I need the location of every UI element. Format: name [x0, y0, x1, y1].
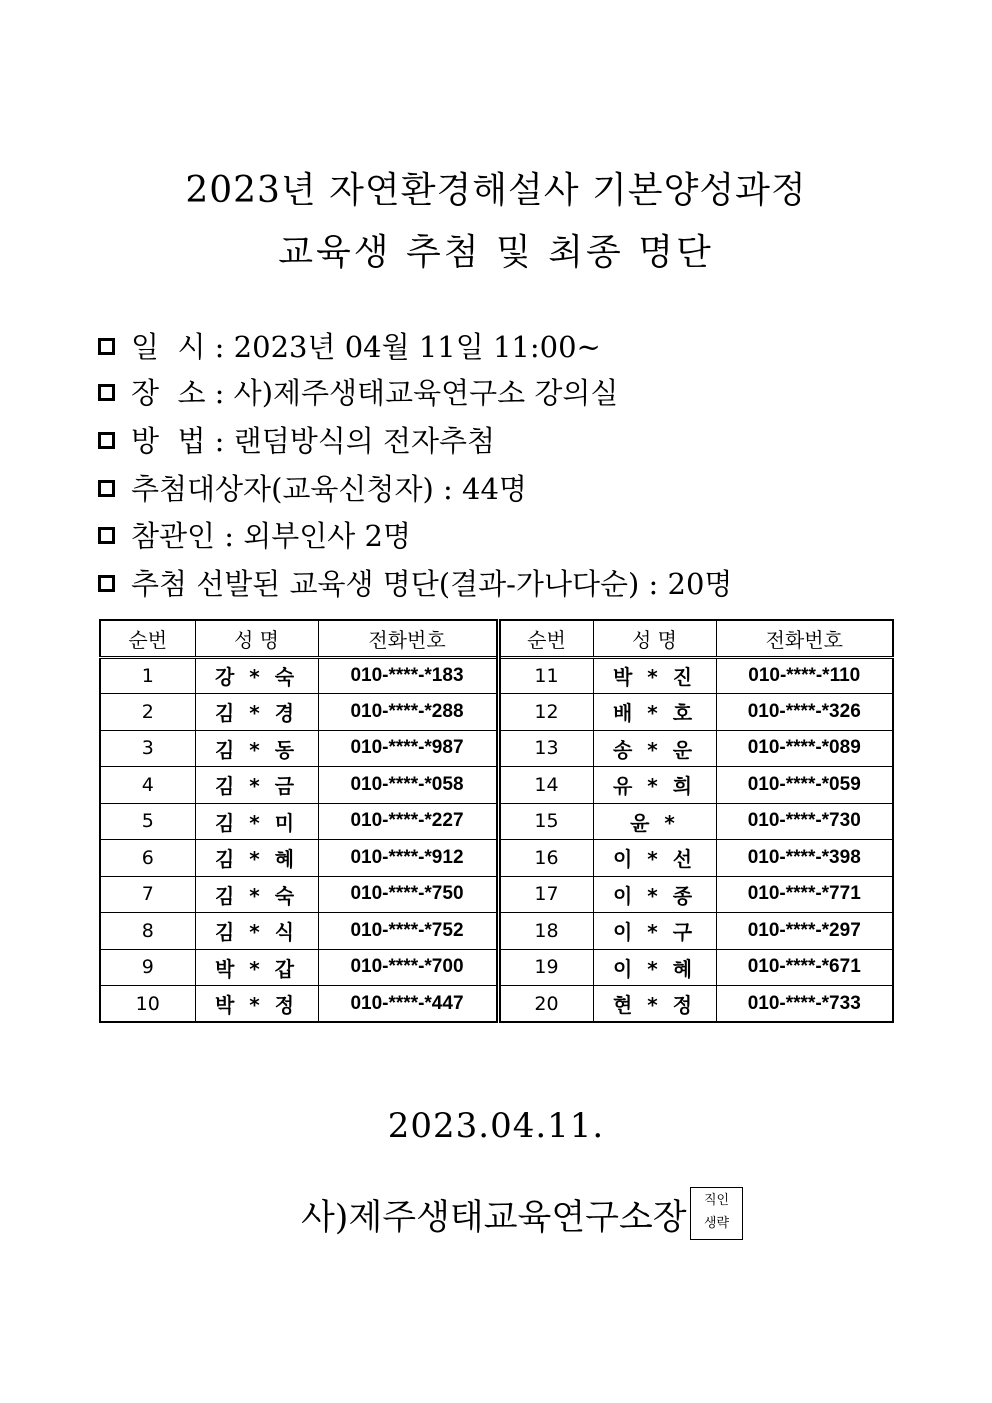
info-label: 일 시 [131, 330, 206, 364]
cell-phone: 010-****-*288 [318, 694, 498, 731]
cell-phone: 010-****-*752 [318, 913, 498, 950]
cell-number: 6 [100, 840, 195, 877]
info-value: : 20명 [639, 567, 733, 601]
cell-name: 이 * 혜 [593, 949, 716, 986]
cell-phone: 010-****-*183 [318, 657, 498, 694]
cell-number: 3 [100, 730, 195, 767]
checkbox-bullet-icon [98, 480, 115, 497]
cell-name: 김 * 식 [195, 913, 318, 950]
table-row [100, 730, 893, 767]
table-row [100, 986, 893, 1023]
roster-table [99, 619, 894, 1023]
checkbox-bullet-icon [98, 338, 115, 355]
checkbox-bullet-icon [98, 384, 115, 401]
cell-phone: 010-****-*671 [716, 949, 893, 986]
table-row [100, 949, 893, 986]
cell-name: 김 * 금 [195, 767, 318, 804]
cell-name: 현 * 정 [593, 986, 716, 1023]
header-phone: 전화번호 [318, 620, 498, 657]
cell-name: 배 * 호 [593, 694, 716, 731]
cell-phone: 010-****-*730 [716, 803, 893, 840]
info-line [98, 373, 618, 413]
cell-number: 12 [498, 694, 593, 731]
cell-phone: 010-****-*987 [318, 730, 498, 767]
table-row [100, 694, 893, 731]
cell-phone: 010-****-*398 [716, 840, 893, 877]
cell-name: 이 * 종 [593, 876, 716, 913]
cell-number: 1 [100, 657, 195, 694]
cell-name: 유 * 희 [593, 767, 716, 804]
cell-phone: 010-****-*059 [716, 767, 893, 804]
document-title-line2: 교육생 추첨 및 최종 명단 [278, 232, 714, 273]
cell-phone: 010-****-*750 [318, 876, 498, 913]
info-line [98, 469, 527, 509]
info-label: 추첨대상자(교육신청자) [131, 472, 434, 506]
cell-number: 11 [498, 657, 593, 694]
signer-name: 사)제주생태교육연구소장 [301, 1198, 687, 1238]
info-label: 장 소 [131, 376, 206, 410]
cell-number: 7 [100, 876, 195, 913]
header-name: 성 명 [195, 620, 318, 657]
cell-number: 14 [498, 767, 593, 804]
cell-number: 19 [498, 949, 593, 986]
cell-name: 박 * 정 [195, 986, 318, 1023]
info-label: 방 법 [131, 424, 206, 458]
cell-number: 9 [100, 949, 195, 986]
table-row [100, 876, 893, 913]
info-value: : 44명 [433, 472, 527, 506]
cell-phone: 010-****-*771 [716, 876, 893, 913]
cell-phone: 010-****-*089 [716, 730, 893, 767]
checkbox-bullet-icon [98, 575, 115, 592]
info-label: 추첨 선발된 교육생 명단(결과-가나다순) [131, 567, 640, 601]
cell-number: 17 [498, 876, 593, 913]
header-name: 성 명 [593, 620, 716, 657]
cell-phone: 010-****-*447 [318, 986, 498, 1023]
table-row [100, 840, 893, 877]
table-row [100, 803, 893, 840]
cell-number: 10 [100, 986, 195, 1023]
cell-phone: 010-****-*700 [318, 949, 498, 986]
seal-text-line1: 직인 [703, 1193, 730, 1208]
header-number: 순번 [498, 620, 593, 657]
cell-name: 강 * 숙 [195, 657, 318, 694]
cell-phone: 010-****-*297 [716, 913, 893, 950]
cell-name: 윤 * [593, 803, 716, 840]
cell-name: 송 * 운 [593, 730, 716, 767]
cell-phone: 010-****-*912 [318, 840, 498, 877]
cell-number: 16 [498, 840, 593, 877]
cell-name: 김 * 경 [195, 694, 318, 731]
checkbox-bullet-icon [98, 527, 115, 544]
cell-number: 13 [498, 730, 593, 767]
cell-name: 김 * 숙 [195, 876, 318, 913]
cell-phone: 010-****-*058 [318, 767, 498, 804]
table-row [100, 913, 893, 950]
cell-name: 박 * 진 [593, 657, 716, 694]
info-value: : 2023년 04월 11일 11:00~ [205, 330, 601, 364]
document-date: 2023.04.11. [387, 1106, 605, 1146]
cell-number: 18 [498, 913, 593, 950]
cell-phone: 010-****-*110 [716, 657, 893, 694]
cell-name: 이 * 선 [593, 840, 716, 877]
cell-name: 박 * 갑 [195, 949, 318, 986]
document-title-line1: 2023년 자연환경해설사 기본양성과정 [185, 170, 807, 211]
cell-number: 4 [100, 767, 195, 804]
cell-name: 이 * 구 [593, 913, 716, 950]
cell-number: 8 [100, 913, 195, 950]
cell-number: 15 [498, 803, 593, 840]
cell-number: 5 [100, 803, 195, 840]
info-value: : 외부인사 2명 [215, 519, 411, 553]
info-line [98, 327, 601, 367]
cell-number: 20 [498, 986, 593, 1023]
header-phone: 전화번호 [716, 620, 893, 657]
cell-phone: 010-****-*227 [318, 803, 498, 840]
cell-name: 김 * 혜 [195, 840, 318, 877]
checkbox-bullet-icon [98, 432, 115, 449]
info-value: : 사)제주생태교육연구소 강의실 [205, 376, 619, 410]
cell-phone: 010-****-*326 [716, 694, 893, 731]
seal-text-line2: 생략 [703, 1216, 730, 1231]
cell-phone: 010-****-*733 [716, 986, 893, 1023]
cell-number: 2 [100, 694, 195, 731]
table-row [100, 657, 893, 694]
cell-name: 김 * 동 [195, 730, 318, 767]
info-value: : 랜덤방식의 전자추첨 [205, 424, 496, 458]
info-label: 참관인 [131, 519, 216, 553]
info-line [98, 516, 411, 556]
info-line [98, 421, 495, 461]
table-row [100, 767, 893, 804]
table-header-row [100, 620, 893, 657]
info-line [98, 564, 732, 604]
roster-body [100, 657, 893, 1022]
cell-name: 김 * 미 [195, 803, 318, 840]
header-number: 순번 [100, 620, 195, 657]
seal-omitted-box [690, 1187, 743, 1240]
